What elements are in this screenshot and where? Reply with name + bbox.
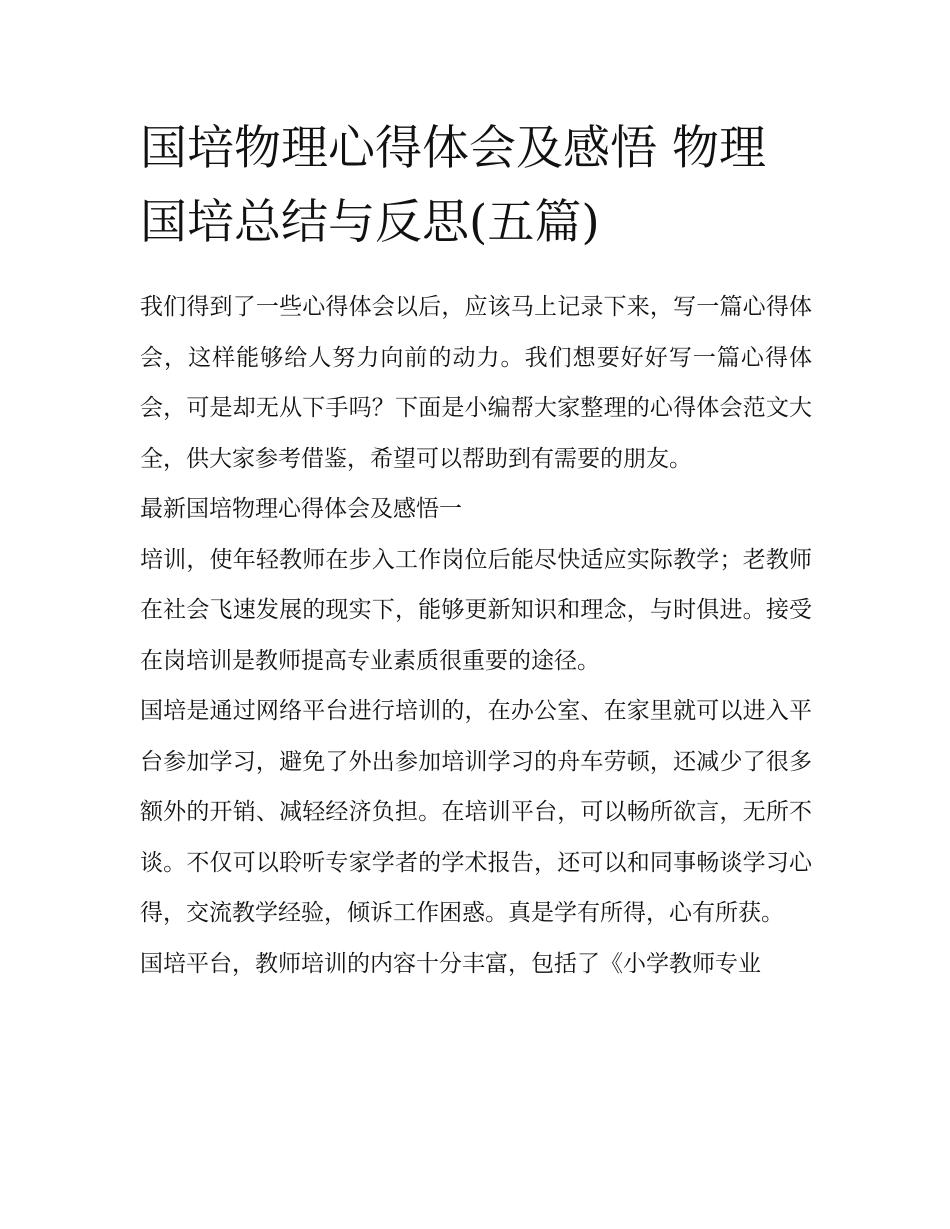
body-paragraph: 培训，使年轻教师在步入工作岗位后能尽快适应实际教学；老教师在社会飞速发展的现实下，能够更新知识和理念，与时俱进。接受在岗培训是教师提高专业素质很重要的途径。 xyxy=(140,546,812,674)
document-page xyxy=(140,112,812,989)
body-paragraph: 国培是通过网络平台进行培训的，在办公室、在家里就可以进入平台参加学习，避免了外出参加培训学习的舟车劳顿，还减少了很多额外的开销、减轻经济负担。在培训平台，可以畅所欲言，无所不谈。不仅可以聆听专家学者的学术报告，还可以和同事畅谈学习心得，交流教学经验，倾诉工作困惑。真是学有所得，心有所获。 xyxy=(140,698,812,926)
body-paragraph: 国培平台，教师培训的内容十分丰富，包括了《小学教师专业 xyxy=(140,950,761,977)
document-title: 国培物理心得体会及感悟 物理国培总结与反思(五篇) xyxy=(140,121,766,250)
section-heading: 最新国培物理心得体会及感悟一 xyxy=(140,496,462,522)
intro-paragraph: 我们得到了一些心得体会以后，应该马上记录下来，写一篇心得体会，这样能够给人努力向前的动力。我们想要好好写一篇心得体会，可是却无从下手吗？下面是小编帮大家整理的心得体会范文大全，供大家参考借鉴，希望可以帮助到有需要的朋友。 xyxy=(140,294,812,472)
